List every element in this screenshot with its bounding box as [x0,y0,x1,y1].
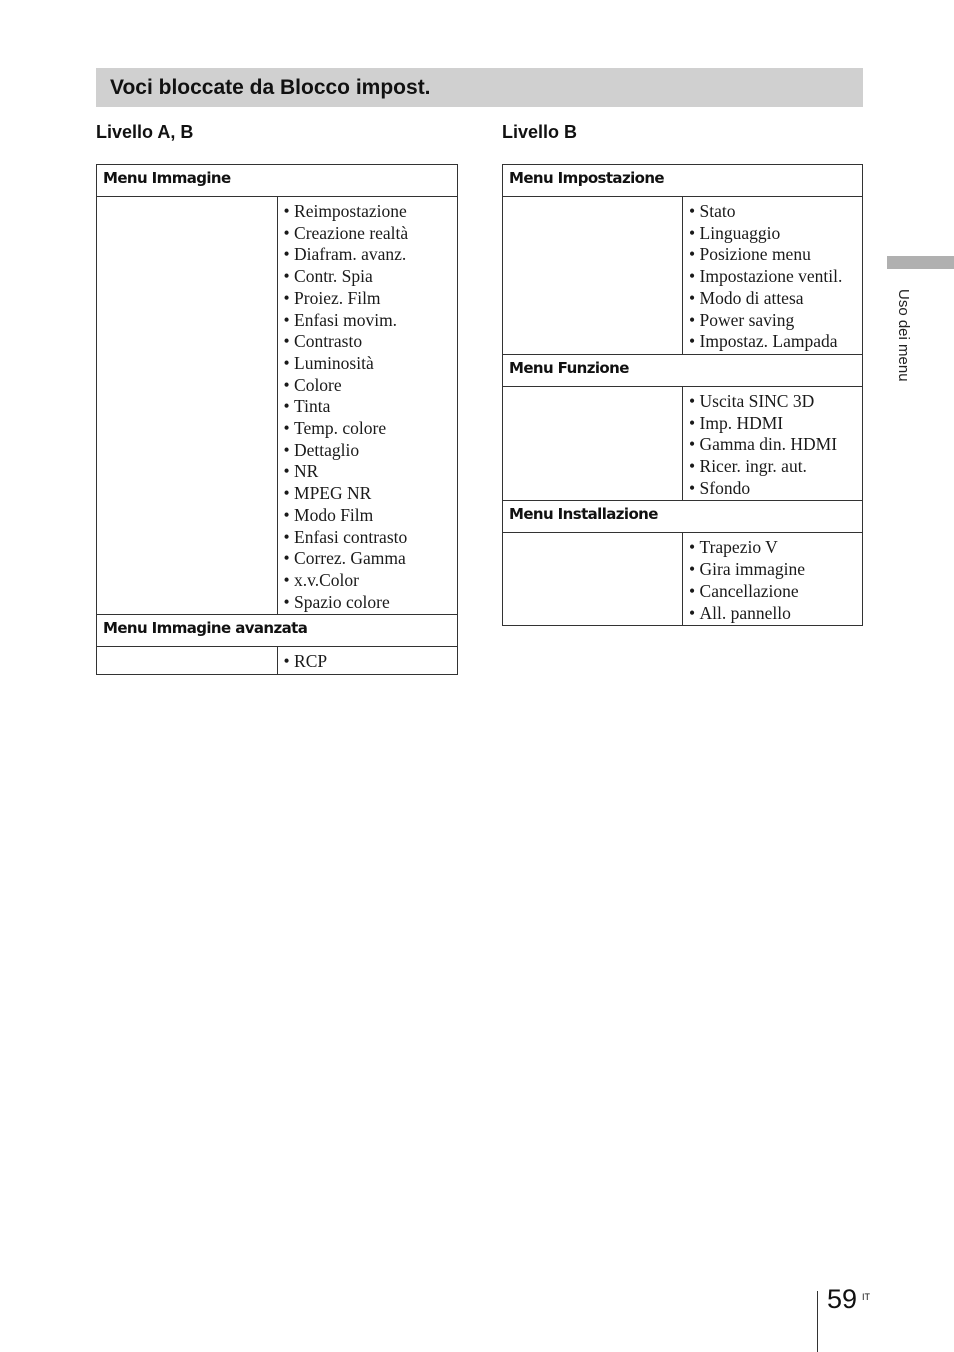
list-item: • Gira immagine [689,559,858,581]
list-item: • MPEG NR [284,483,454,505]
blank-cell [503,197,683,355]
section-title: Voci bloccate da Blocco impost. [110,75,431,99]
menu-installazione-items [689,537,858,624]
list-item: • Modo Film [284,505,454,527]
menu-immagine-items [284,201,454,613]
list-item: • Modo di attesa [689,288,858,310]
list-item: • Sfondo [689,478,858,500]
list-item: • x.v.Color [284,570,454,592]
section-header [96,68,863,107]
list-item: • Impostaz. Lampada [689,331,858,353]
list-item: • Impostazione ventil. [689,266,858,288]
list-item: • Spazio colore [284,592,454,614]
menu-immagine-avanzata-title: Menu Immagine avanzata [97,615,458,647]
list-item: • RCP [284,651,454,673]
list-item: • Correz. Gamma [284,548,454,570]
list-item: • Contrasto [284,331,454,353]
menu-impostazione-items [689,201,858,353]
menu-funzione-title: Menu Funzione [503,354,863,386]
side-section-label: Uso dei menu [895,289,912,382]
list-item: • Temp. colore [284,418,454,440]
menu-immagine-title: Menu Immagine [97,165,458,197]
menu-immagine-avanzata-items [284,651,454,673]
level-b-table [502,164,863,626]
menu-funzione-items [689,391,858,500]
list-item: • Imp. HDMI [689,413,858,435]
list-item: • Enfasi contrasto [284,527,454,549]
page-language-code: IT [862,1292,870,1302]
list-item: • Reimpostazione [284,201,454,223]
list-item: • Colore [284,375,454,397]
list-item: • Creazione realtà [284,223,454,245]
list-item: • Trapezio V [689,537,858,559]
list-item: • Luminosità [284,353,454,375]
list-item: • All. pannello [689,603,858,625]
list-item: • Dettaglio [284,440,454,462]
list-item: • Ricer. ingr. aut. [689,456,858,478]
list-item: • Tinta [284,396,454,418]
list-item: • Proiez. Film [284,288,454,310]
list-item: • Linguaggio [689,223,858,245]
level-a-b-table [96,164,458,675]
list-item: • Diafram. avanz. [284,244,454,266]
blank-cell [97,647,278,675]
list-item: • Gamma din. HDMI [689,434,858,456]
list-item: • Power saving [689,310,858,332]
level-b-heading: Livello B [502,122,578,142]
blank-cell [503,533,683,626]
list-item: • Enfasi movim. [284,310,454,332]
list-item: • NR [284,461,454,483]
list-item: • Stato [689,201,858,223]
menu-installazione-title: Menu Installazione [503,501,863,533]
level-a-b-heading: Livello A, B [96,122,194,142]
page-number-rule [817,1291,818,1352]
menu-impostazione-title: Menu Impostazione [503,165,863,197]
page-number: 59 [827,1284,858,1314]
side-tab-marker [887,256,954,269]
list-item: • Posizione menu [689,244,858,266]
list-item: • Uscita SINC 3D [689,391,858,413]
blank-cell [503,386,683,501]
list-item: • Cancellazione [689,581,858,603]
blank-cell [97,197,278,615]
list-item: • Contr. Spia [284,266,454,288]
